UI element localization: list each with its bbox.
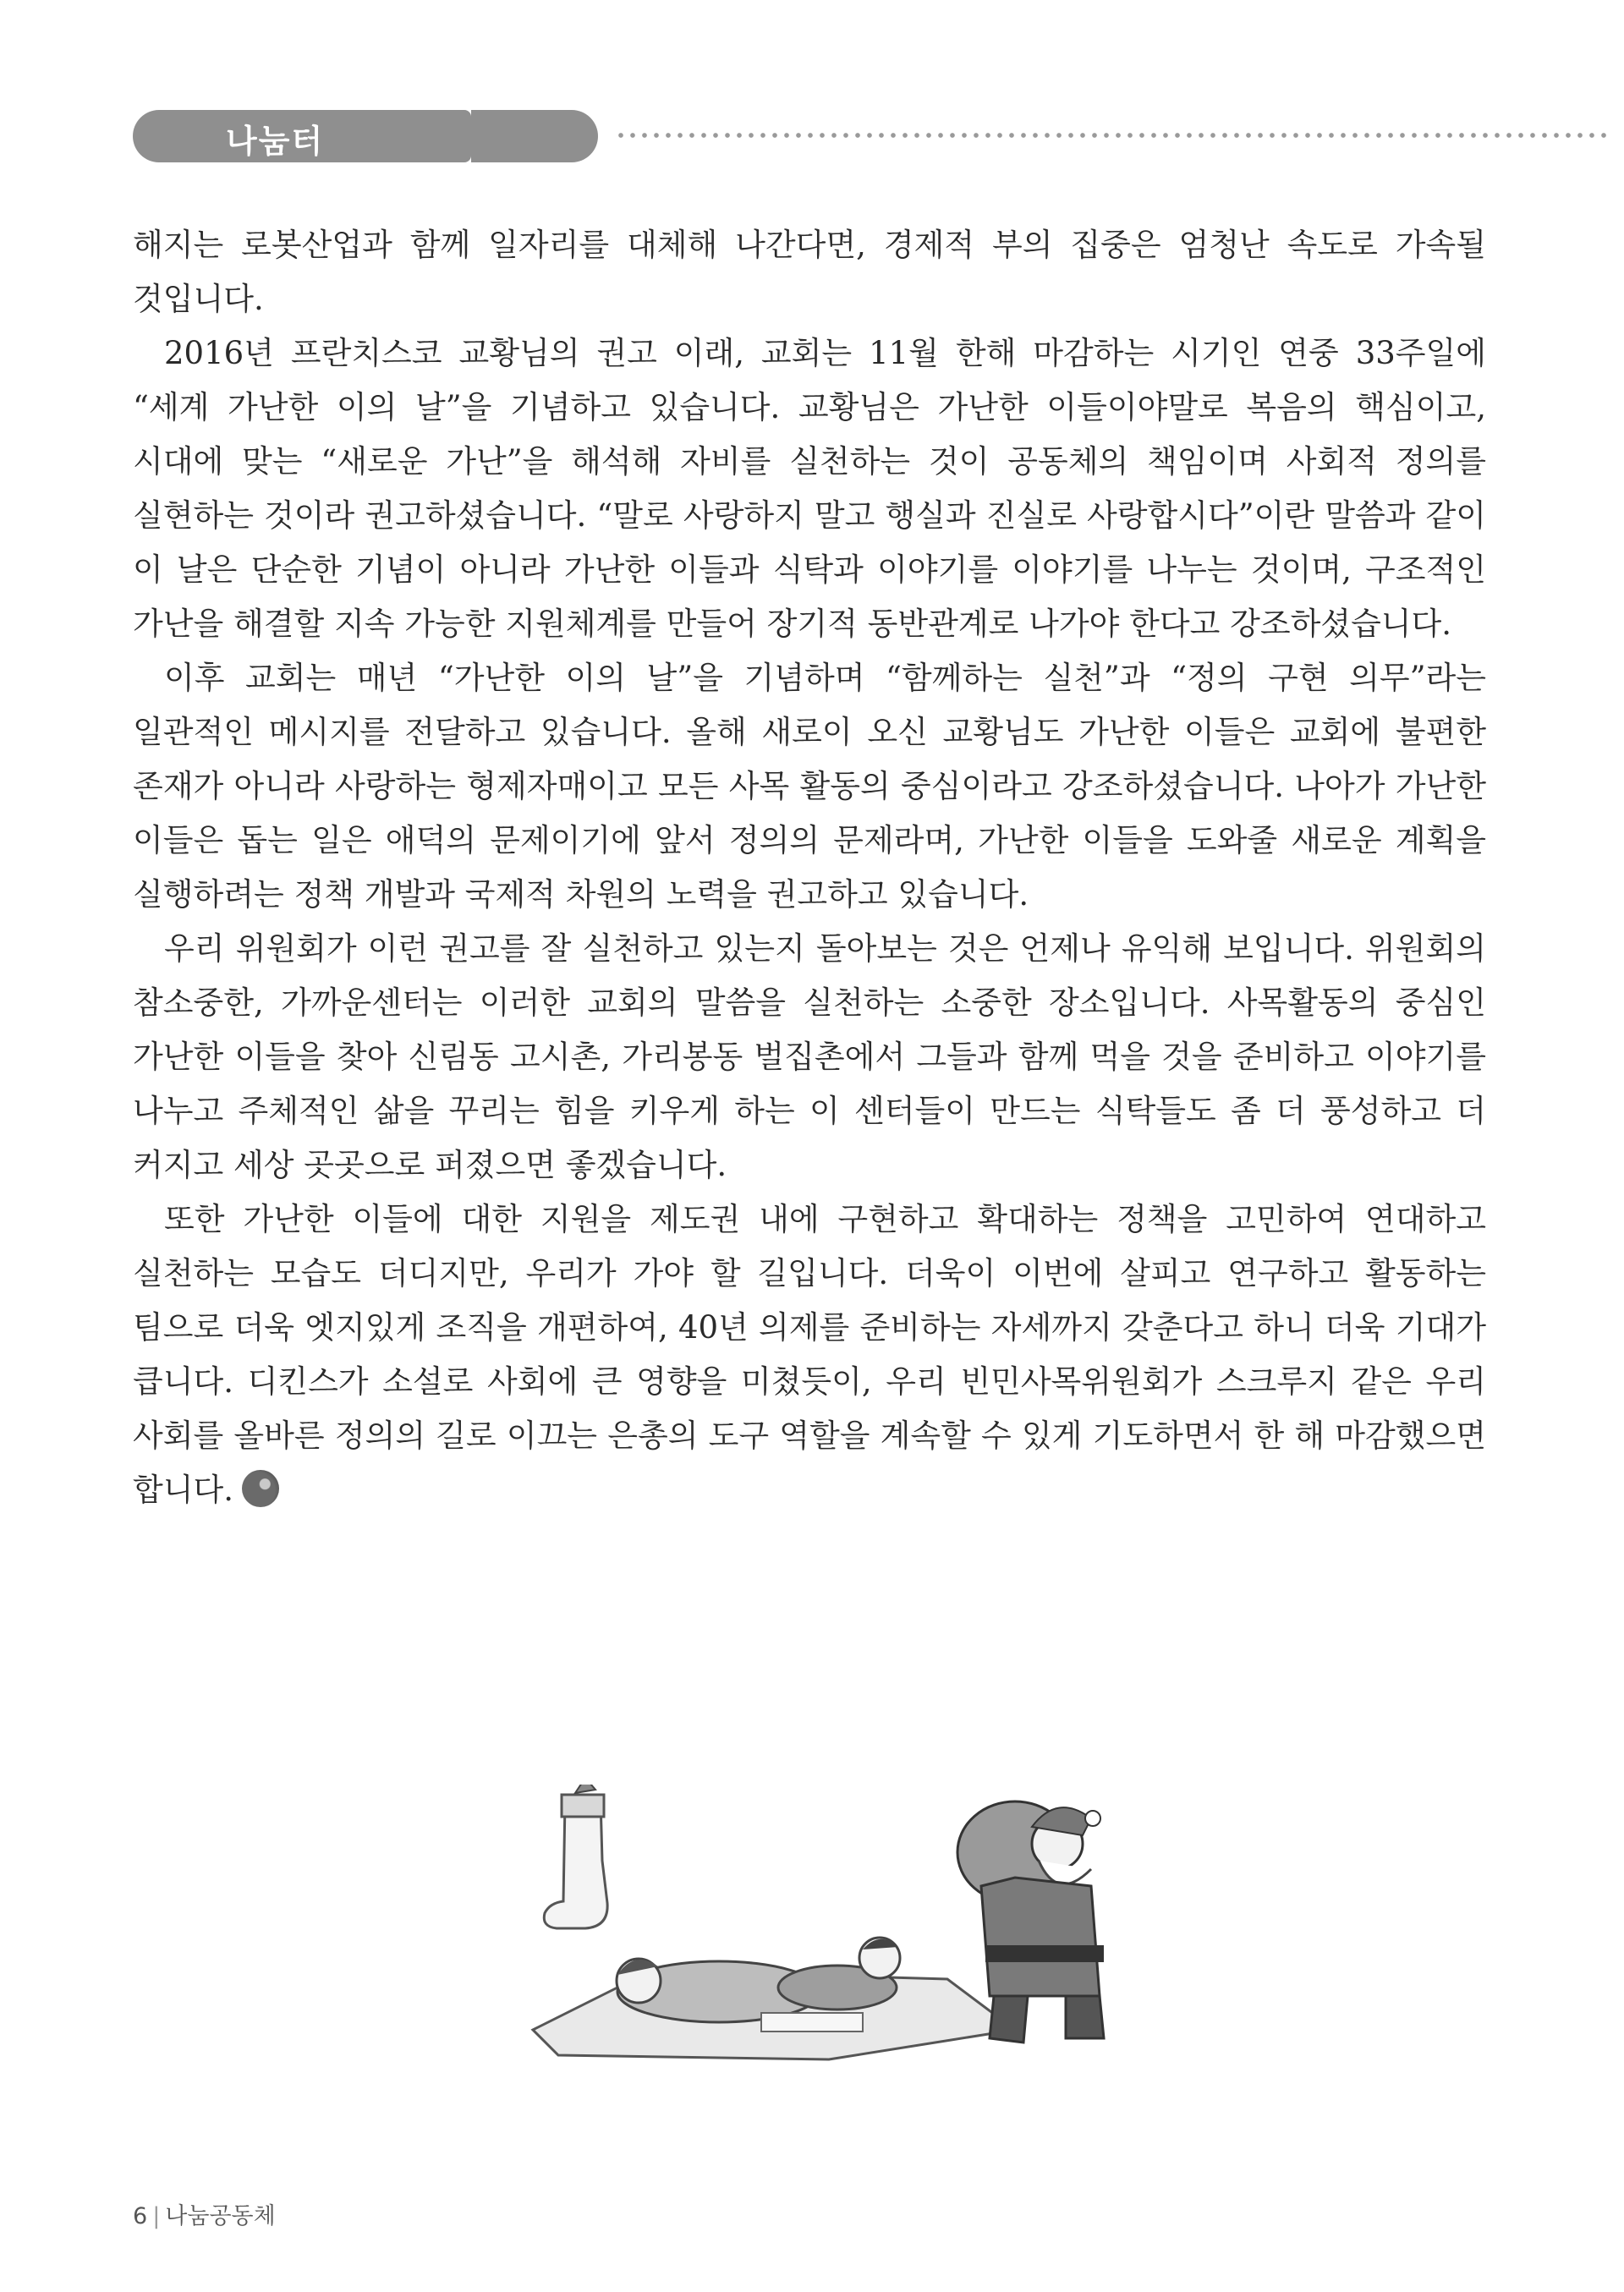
paragraph-4: 우리 위원회가 이런 권고를 잘 실천하고 있는지 돌아보는 것은 언제나 유익해 보입니다. 위원회의 참소중한, 가까운센터는 이러한 교회의 말씀을 실천하는 소중한 장소입니다. 사목활동의 중심인 가난한 이들을 찾아 신림동 고시촌, 가리봉동 벌집촌에서 그들과 함께 먹을 것을 준비하고 이야기를 나누고 주체적인 삶을 꾸리는 힘을 키우게 하는 이 센터들이 만드는 식탁들도 좀 더 풍성하고 더 커지고 세상 곳곳으로 퍼졌으면 좋겠습니다. (133, 930, 1486, 1183)
publication-name: 나눔공동체 (165, 2203, 276, 2229)
paragraph-1: 해지는 로봇산업과 함께 일자리를 대체해 나간다면, 경제적 부의 집중은 엄청난 속도로 가속될 것입니다. (133, 227, 1486, 317)
page-number: 6 (133, 2203, 148, 2229)
paragraph-5-text: 또한 가난한 이들에 대한 지원을 제도권 내에 구현하고 확대하는 정책을 고민하여 연대하고 실천하는 모습도 더디지만, 우리가 가야 할 길입니다. 더욱이 이번에 살피고 연구하고 활동하는 팀으로 더욱 엣지있게 조직을 개편하여, 40년 의제를 준비하는 자세까지 갖춘다고 하니 더욱 기대가 큽니다. 디킨스가 소설로 사회에 큰 영향을 미쳤듯이, 우리 빈민사목위원회가 스크루지 같은 우리 사회를 올바른 정의의 길로 이끄는 은총의 도구 역할을 계속할 수 있게 기도하면서 한 해 마감했으면 합니다. (133, 1201, 1486, 1508)
christmas-illustration (508, 1785, 1133, 2064)
section-title: 나눔터 (226, 123, 325, 160)
end-mark-icon (242, 1470, 279, 1507)
article-body (133, 218, 1486, 1517)
paragraph-3: 이후 교회는 매년 “가난한 이의 날”을 기념하며 “함께하는 실천”과 “정의 구현 의무”라는 일관적인 메시지를 전달하고 있습니다. 올해 새로이 오신 교황님도 가난한 이들은 교회에 불편한 존재가 아니라 사랑하는 형제자매이고 모든 사목 활동의 중심이라고 강조하셨습니다. 나아가 가난한 이들은 돕는 일은 애덕의 문제이기에 앞서 정의의 문제라며, 가난한 이들을 도와줄 새로운 계획을 실행하려는 정책 개발과 국제적 차원의 노력을 권고하고 있습니다. (133, 660, 1486, 913)
christmas-stocking-icon (544, 1785, 607, 1928)
footer-separator: | (152, 2203, 161, 2229)
paragraph-2: 2016년 프란치스코 교황님의 권고 이래, 교회는 11월 한해 마감하는 시기인 연중 33주일에 “세계 가난한 이의 날”을 기념하고 있습니다. 교황님은 가난한 이들이야말로 복음의 핵심이고, 시대에 맞는 “새로운 가난”을 해석해 자비를 실천하는 것이 공동체의 책임이며 사회적 정의를 실현하는 것이라 권고하셨습니다. “말로 사랑하지 말고 행실과 진실로 사랑합시다”이란 말씀과 같이 이 날은 단순한 기념이 아니라 가난한 이들과 식탁과 이야기를 이야기를 나누는 것이며, 구조적인 가난을 해결할 지속 가능한 지원체계를 만들어 장기적 동반관계로 나가야 한다고 강조하셨습니다. (133, 335, 1486, 642)
page-footer (133, 2197, 276, 2230)
paragraph-5 (133, 1193, 1486, 1517)
sleeping-children-icon (533, 1938, 1015, 2059)
header-pill-cap (471, 110, 598, 162)
section-header (133, 110, 1486, 162)
header-dotted-rule (615, 132, 1613, 139)
